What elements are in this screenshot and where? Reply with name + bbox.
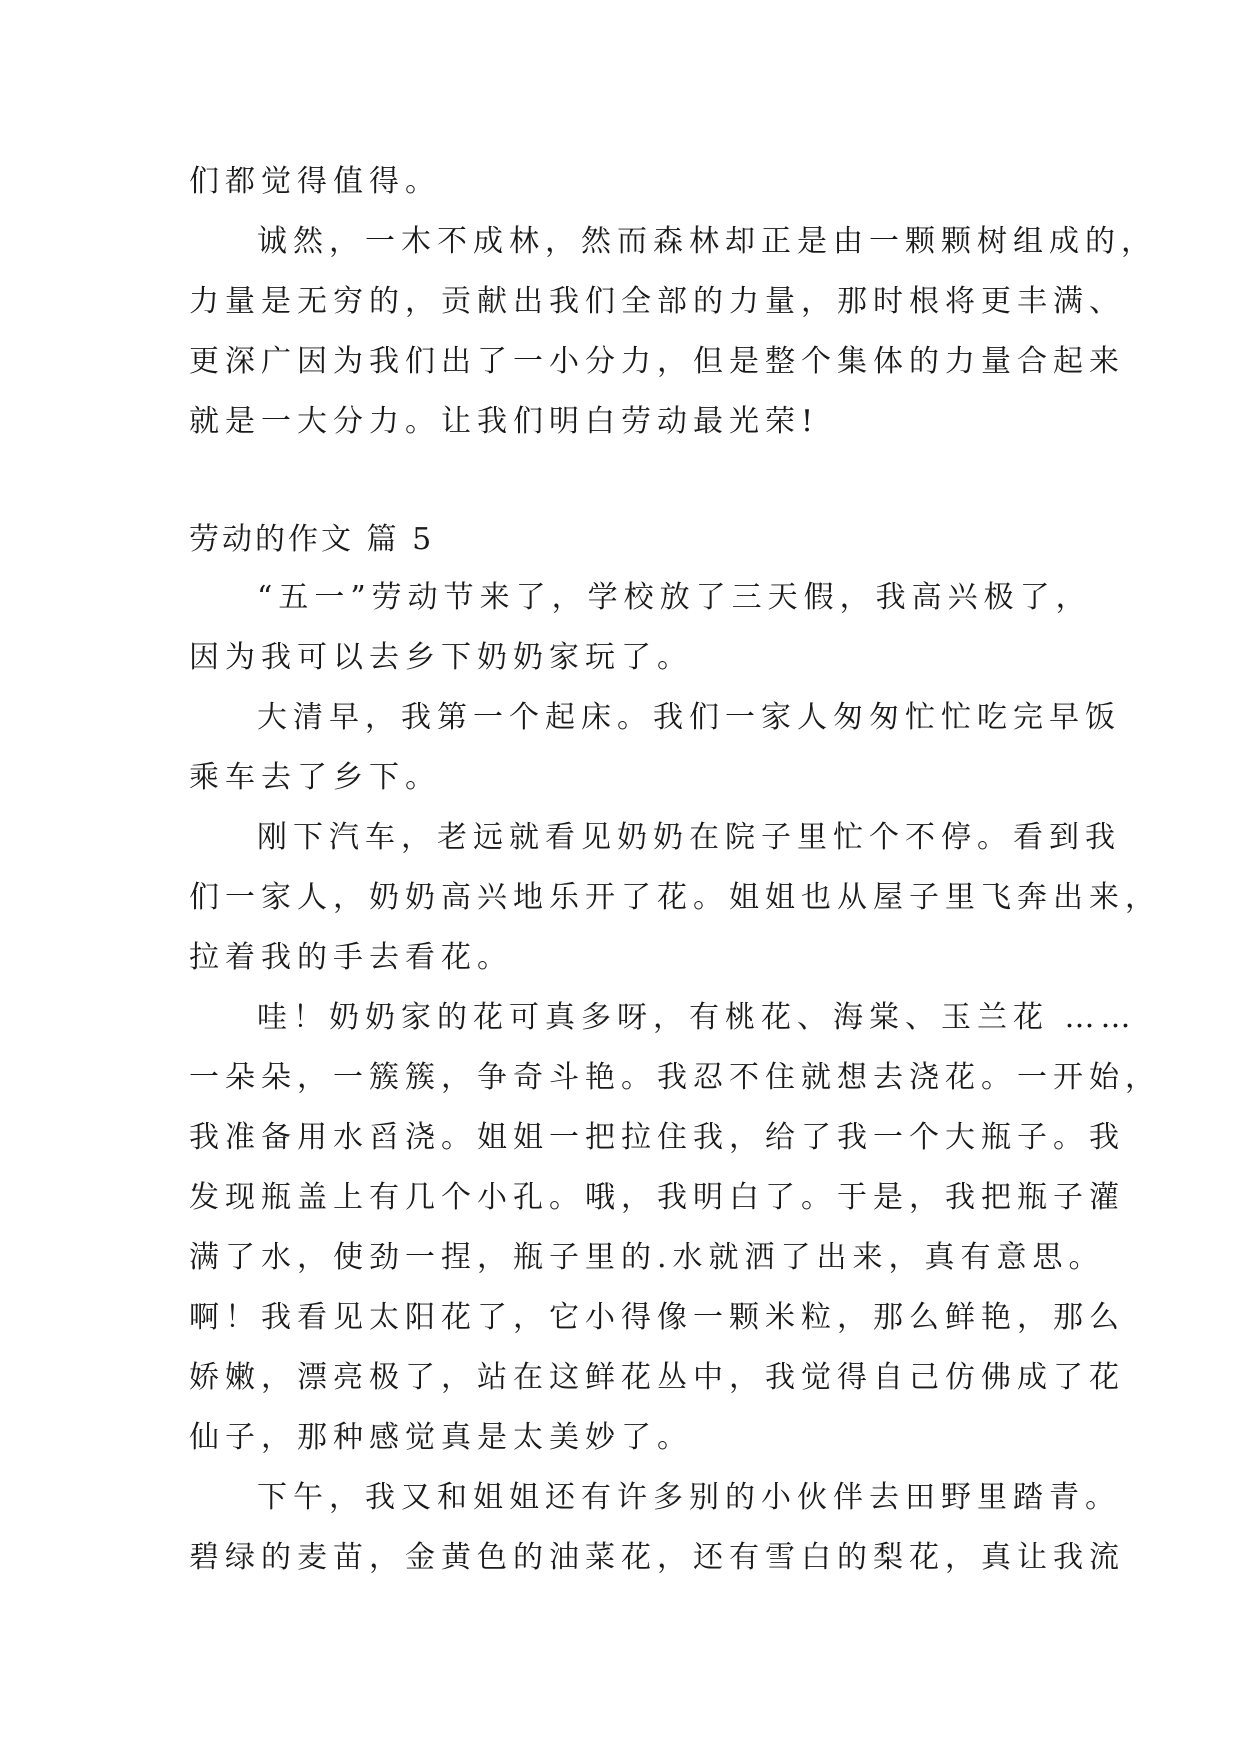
text-line: 哇！奶奶家的花可真多呀，有桃花、海棠、玉兰花 ……	[257, 1000, 1137, 1035]
text-line: 拉着我的手去看花。	[189, 940, 513, 975]
text-line: 满了水，使劲一捏，瓶子里的.水就洒了出来，真有意思。	[189, 1240, 1105, 1275]
text-line: “五一”劳动节来了，学校放了三天假，我高兴极了，	[257, 580, 1092, 615]
text-line: 诚然，一木不成林，然而森林却正是由一颗颗树组成的，	[257, 224, 1157, 259]
text-line: 力量是无穷的，贡献出我们全部的力量，那时根将更丰满、	[189, 284, 1125, 319]
text-line: 娇嫩，漂亮极了，站在这鲜花丛中，我觉得自己仿佛成了花	[189, 1360, 1125, 1395]
text-line: 们都觉得值得。	[189, 164, 441, 199]
text-line: 我准备用水舀浇。姐姐一把拉住我，给了我一个大瓶子。我	[189, 1120, 1125, 1155]
text-line: 一朵朵，一簇簇，争奇斗艳。我忍不住就想去浇花。一开始，	[189, 1060, 1161, 1095]
text-line: 因为我可以去乡下奶奶家玩了。	[189, 640, 693, 675]
text-line: 啊！我看见太阳花了，它小得像一颗米粒，那么鲜艳，那么	[189, 1300, 1125, 1335]
text-line: 仙子，那种感觉真是太美妙了。	[189, 1420, 693, 1455]
section-heading: 劳动的作文 篇 5	[189, 522, 435, 557]
text-line: 大清早，我第一个起床。我们一家人匆匆忙忙吃完早饭	[257, 700, 1121, 735]
text-line: 发现瓶盖上有几个小孔。哦，我明白了。于是，我把瓶子灌	[189, 1180, 1125, 1215]
text-line: 下午，我又和姐姐还有许多别的小伙伴去田野里踏青。	[257, 1480, 1121, 1515]
text-line: 更深广因为我们出了一小分力，但是整个集体的力量合起来	[189, 344, 1125, 379]
text-line: 们一家人，奶奶高兴地乐开了花。姐姐也从屋子里飞奔出来，	[189, 880, 1161, 915]
text-line: 刚下汽车，老远就看见奶奶在院子里忙个不停。看到我	[257, 820, 1121, 855]
text-line: 碧绿的麦苗，金黄色的油菜花，还有雪白的梨花，真让我流	[189, 1540, 1125, 1575]
text-line: 就是一大分力。让我们明白劳动最光荣!	[189, 404, 820, 439]
text-line: 乘车去了乡下。	[189, 760, 441, 795]
